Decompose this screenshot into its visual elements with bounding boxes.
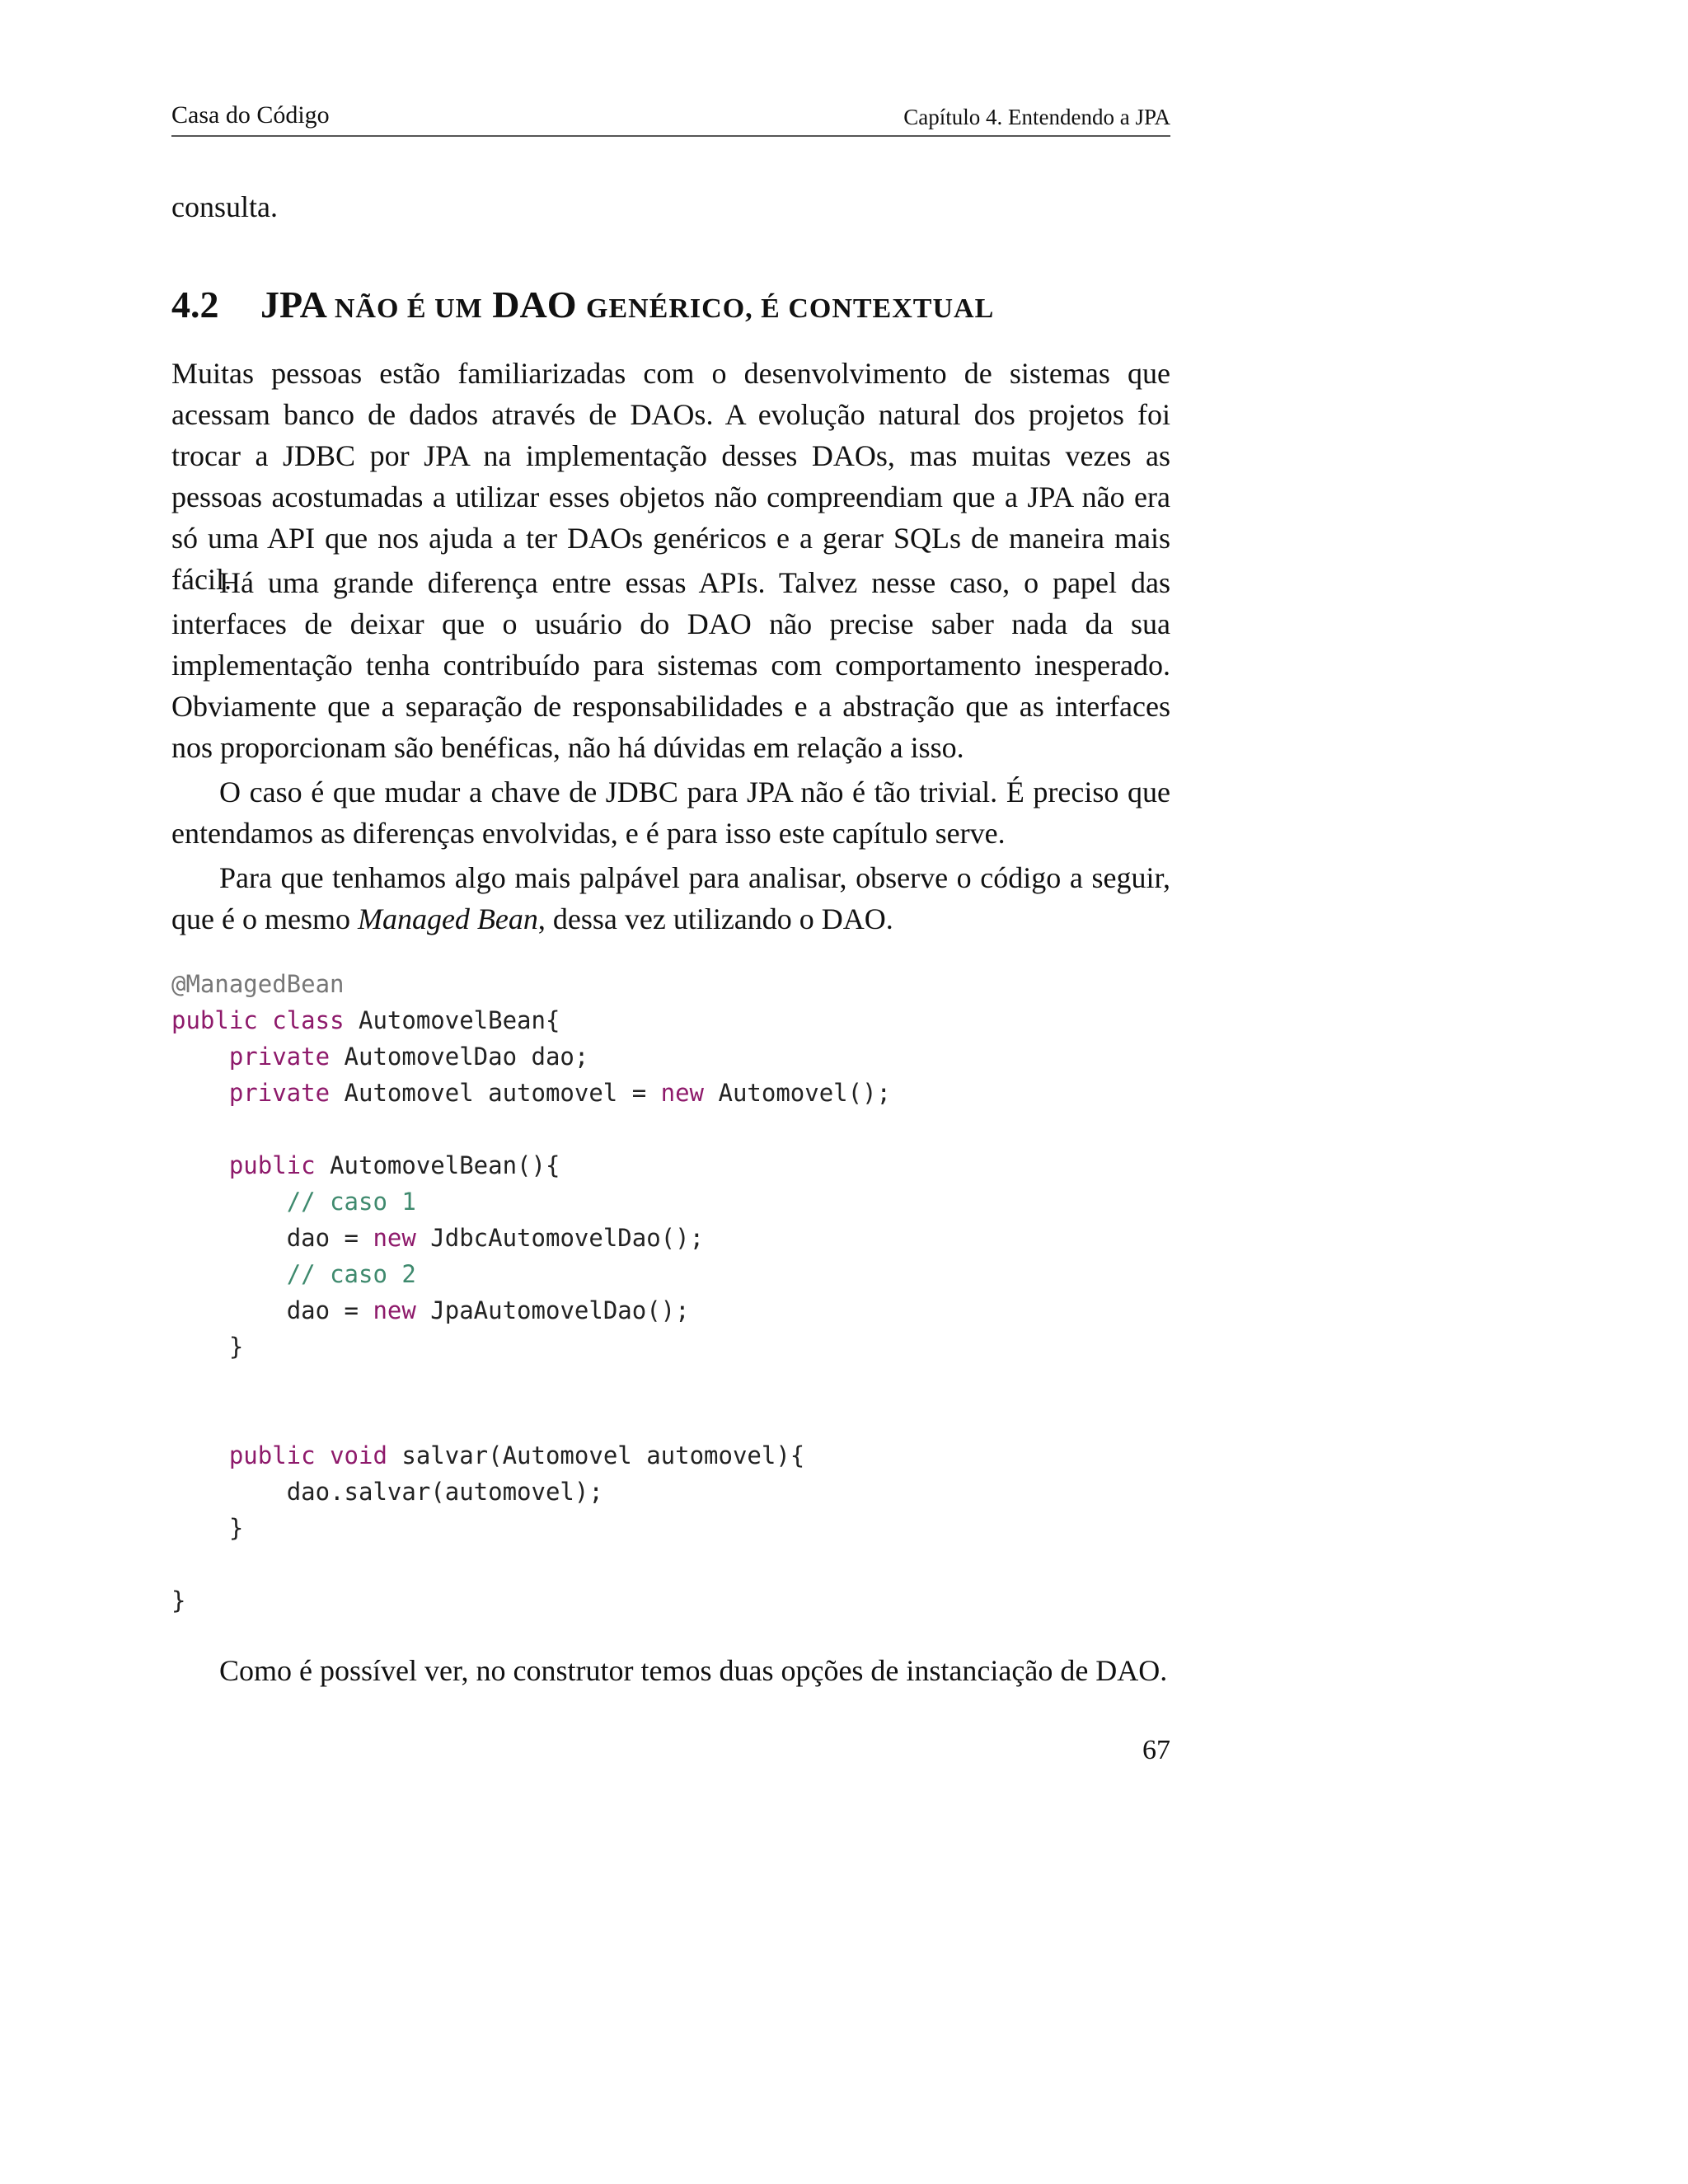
code-comment: // caso 2 (286, 1260, 416, 1288)
code-keyword: void (330, 1441, 387, 1469)
code-line-2 (171, 1002, 1170, 1038)
code-line-16 (171, 1510, 1170, 1546)
code-text: dao.salvar(automovel); (286, 1478, 603, 1506)
code-keyword: public (228, 1441, 316, 1469)
code-keyword: public (228, 1151, 316, 1179)
code-line-9 (171, 1256, 1170, 1292)
code-text: salvar(Automovel automovel){ (387, 1441, 805, 1469)
code-line-11 (171, 1329, 1170, 1365)
code-text: Automovel(); (704, 1079, 892, 1107)
paragraph-4-emphasis: Managed Bean (357, 902, 538, 935)
code-text: AutomovelBean(){ (315, 1151, 560, 1179)
closing-paragraph: Como é possível ver, no construtor temos duas opções de instanciação de DAO. (219, 1654, 1168, 1687)
code-line-18 (171, 1582, 1170, 1619)
code-keyword: private (228, 1043, 331, 1071)
code-text: dao = (286, 1296, 373, 1324)
code-line-13 (171, 1401, 1170, 1437)
code-line-17 (171, 1546, 1170, 1582)
paragraph-3: O caso é que mudar a chave de JDBC para JPA não é tão trivial. É preciso que entendamos as diferenças envolvidas, e é para isso este capítulo serve. (171, 776, 1170, 850)
code-line-14 (171, 1437, 1170, 1474)
code-text: JdbcAutomovelDao(); (415, 1224, 705, 1252)
code-keyword: class (272, 1006, 345, 1034)
book-title: Casa do Código (171, 101, 330, 129)
code-text: AutomovelDao dao; (330, 1043, 589, 1071)
code-listing (171, 966, 1170, 1619)
section-title-part-4: GENÉRICO, É CONTEXTUAL (586, 293, 995, 324)
code-text: AutomovelBean{ (344, 1006, 560, 1034)
code-keyword: private (228, 1079, 331, 1107)
code-line-4 (171, 1075, 1170, 1111)
code-keyword: new (373, 1224, 416, 1252)
paragraph-1: Muitas pessoas estão familiarizadas com o desenvolvimento de sistemas que acessam banco de dados através de DAOs. A evolução natural dos projetos foi trocar a JDBC por JPA na implementação desses DAOs, mas muitas vezes as pessoas acostumadas a utilizar esses objetos não compreendiam que a JPA não era só uma API que nos ajuda a ter DAOs genéricos e a gerar SQLs de maneira mais fácil. (171, 357, 1170, 596)
code-line-12 (171, 1365, 1170, 1401)
code-line-5 (171, 1111, 1170, 1147)
code-text: } (171, 1586, 186, 1615)
code-text: dao = (286, 1224, 373, 1252)
code-comment: // caso 1 (286, 1188, 416, 1216)
code-keyword: new (660, 1079, 705, 1107)
code-text: JpaAutomovelDao(); (415, 1296, 690, 1324)
code-keyword: new (373, 1296, 416, 1324)
running-header (171, 97, 1170, 137)
section-title-part-2: NÃO É UM (334, 293, 483, 324)
code-annotation: @ManagedBean (171, 970, 345, 998)
page-number: 67 (1142, 1735, 1170, 1765)
section-heading (171, 279, 1170, 335)
paragraph-2: Há uma grande diferença entre essas APIs. Talvez nesse caso, o papel das interfaces de deixar que o usuário do DAO não precise saber nada da sua implementação tenha contribuído para sistemas com comportamento inesperado. Obviamente que a separação de responsabilidades e a abstração que as interfaces nos proporcionam são benéficas, não há dúvidas em relação a isso. (171, 566, 1170, 764)
code-keyword: public (171, 1006, 258, 1034)
paragraph-4-text-a: Para que tenhamos algo mais palpável para analisar, observe o código a seguir, que é o mesmo (171, 861, 1170, 935)
intro-fragment: consulta. (171, 190, 278, 223)
section-title-part-1: JPA (260, 284, 326, 326)
code-text: } (228, 1514, 244, 1542)
section-number: 4.2 (171, 284, 219, 326)
section-title-part-3: DAO (492, 284, 577, 326)
code-line-8 (171, 1220, 1170, 1256)
code-line-10 (171, 1292, 1170, 1329)
code-text: Automovel automovel = (330, 1079, 661, 1107)
code-text: } (228, 1333, 244, 1361)
paragraph-4-text-b: , dessa vez utilizando o DAO. (537, 902, 893, 935)
paragraph-4 (171, 857, 1170, 940)
code-line-1 (171, 966, 1170, 1002)
chapter-title: Capítulo 4. Entendendo a JPA (903, 105, 1170, 129)
code-line-3 (171, 1038, 1170, 1075)
code-line-15 (171, 1474, 1170, 1510)
code-line-6 (171, 1147, 1170, 1183)
code-line-7 (171, 1183, 1170, 1220)
